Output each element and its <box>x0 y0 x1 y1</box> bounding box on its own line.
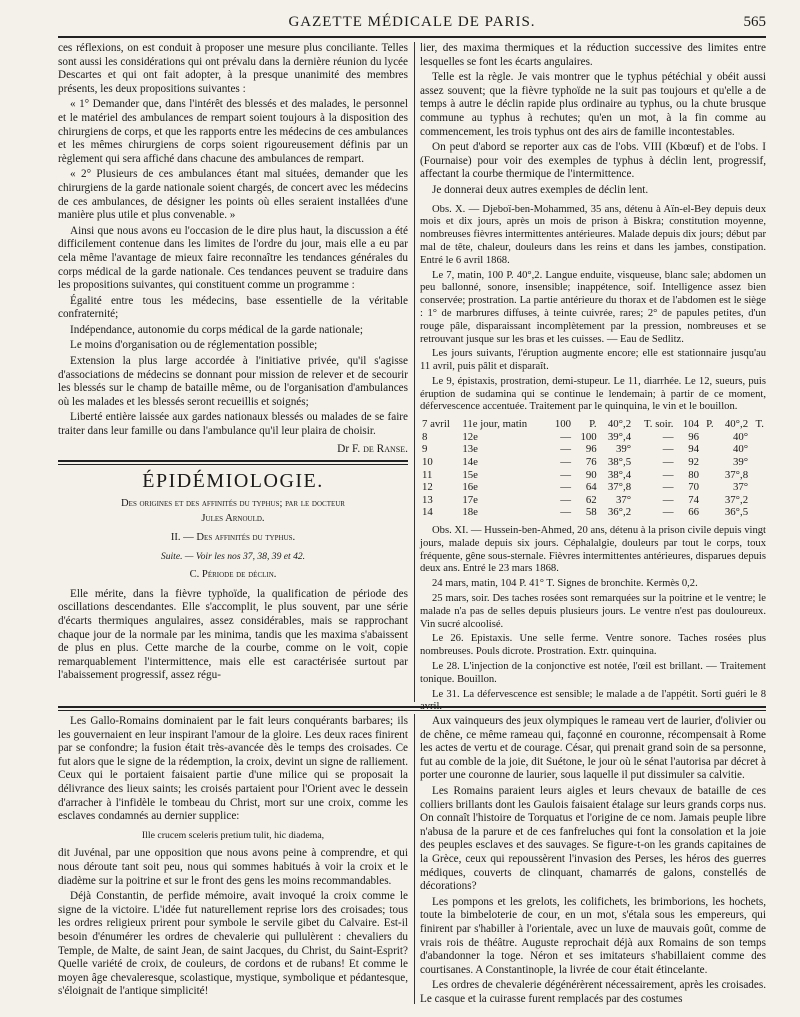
paragraph: Déjà Constantin, de perfide mémoire, avait invoqué la croix comme le signe de la victoire. L'idée fut naturellement reprise lors des croisades; tous les ordres religieux prirent pour symbole le servile gibet du Calvaire. Est-il besoin d'énumérer les ordres de chevalerie qui pullulèrent : chevaliers du Temple, de Malte, de saint Jean, de saint Jacques, du Christ, du Saint-Esprit? Quelle variété de croix, de couleurs, de cordons et de rubans! Et comme le moyen âge chevaleresque, scolastique, mystique, symbolique et pédantesque, s'éloignait de l'antique simplicité! <box>58 890 408 998</box>
table-cell: — <box>662 481 674 494</box>
paragraph: Obs. XI. — Hussein-ben-Ahmed, 20 ans, détenu à la prison civile depuis vingt jours, malade depuis six jours. Céphalalgie, douleurs par tout le corps, toux fréquente, gêne sous-sternale. Fièvres intermittentes antérieures, disparues depuis deux ans. Entré le 23 mars 1868. <box>420 525 766 575</box>
table-row <box>420 494 766 507</box>
article-author: Jules Arnould. <box>201 513 265 525</box>
table-row <box>420 506 766 519</box>
table-cell: 40°,2 <box>724 418 749 431</box>
table-cell: 40° <box>732 443 749 456</box>
table-cell: — <box>560 456 572 469</box>
paragraph: Les Gallo-Romains dominaient par le fait leurs conquérants barbares; ils les gouvernaient en leur inspirant l'amour de la gloire. Les deux races finirent par se confondre; la fusion était très-avancée dès le temps des croisades. Ce fut alors que le signe de la rédemption, la croix, devint un signe de ralliement. Ceux qui le portaient faisaient partie d'une milice qui se proposait la délivrance des lieux saints; les croisés partaient pour l'Orient avec le dessein d'arracher à l'infidèle le tombeau du Christ, mort sur une croix, comme les esclaves condamnés au dernier supplice: <box>58 715 408 823</box>
table-cell: 94 <box>688 443 700 456</box>
paragraph: dit Juvénal, par une opposition que nous avons peine à comprendre, et qui nous déroute tant soit peu, nous qui sommes habitués à voir la croix et le diadème sur la poitrine et sur le front des gens les moins recommandables. <box>58 847 408 887</box>
table-cell: 37°,8 <box>607 481 632 494</box>
table-cell <box>701 481 716 494</box>
table-cell: 96 <box>585 443 597 456</box>
table-cell <box>750 506 766 519</box>
table-cell: 37°,8 <box>724 468 749 481</box>
column-left-top <box>58 42 408 685</box>
table-cell: 38°,5 <box>607 456 632 469</box>
table-cell: 39° <box>732 456 749 469</box>
paragraph: 24 mars, matin, 104 P. 41° T. Signes de bronchite. Kermès 0,2. <box>432 578 698 590</box>
signature <box>58 443 408 457</box>
table-row <box>420 418 766 431</box>
table-row <box>420 443 766 456</box>
table-cell <box>701 494 716 507</box>
table-cell <box>750 431 766 444</box>
paragraph: Telle est la règle. Je vais montrer que le typhus pétéchial y obéit aussi assez souvent; que la fièvre typhoïde ne la suit pas toujours et qu'elle a de temps à autre le déclin rapide plus ordinaire au typhus, ou la chute brusque commune au typhus à rechutes; qu'en un mot, à la fin comme au commencement, les trois typhus ont des airs de famille incontestables. <box>420 71 766 138</box>
table-cell: — <box>662 493 674 506</box>
table-cell <box>701 469 716 482</box>
table-cell: 62 <box>585 493 597 506</box>
table-cell: 17e <box>462 493 478 506</box>
signature-name: de Ranse. <box>363 442 408 455</box>
sub-heading: C. Période de déclin. <box>189 569 277 581</box>
table-cell: 15e <box>462 468 478 481</box>
table-cell: 37° <box>615 493 632 506</box>
table-cell: — <box>560 443 572 456</box>
paragraph: Les jours suivants, l'éruption augmente encore; elle est stationnaire jusqu'au 11 avril, puis pâlit et disparaît. <box>420 348 766 373</box>
table-cell: T. soir. <box>644 418 674 431</box>
paragraph: 25 mars, soir. Des taches rosées sont remarquées sur la poitrine et le ventre; le malade n'a pas de selles depuis plusieurs jours. Le ventre n'est pas douloureux. Vin sucré alcoolisé. <box>420 593 766 630</box>
column-right-bottom <box>420 715 766 1008</box>
table-cell: — <box>560 468 572 481</box>
table-cell: 18e <box>462 506 478 519</box>
observation-x <box>420 204 766 715</box>
temperature-table <box>420 418 766 519</box>
table-cell: 12e <box>462 430 478 443</box>
table-cell: — <box>560 493 572 506</box>
journal-title: GAZETTE MÉDICALE DE PARIS. <box>288 14 536 30</box>
table-cell: 96 <box>688 430 700 443</box>
paragraph: Indépendance, autonomie du corps médical de la garde nationale; <box>70 323 363 336</box>
table-cell: T. <box>755 418 764 431</box>
table-cell: 36°,5 <box>724 506 749 519</box>
table-cell: 9 <box>422 443 428 456</box>
table-row <box>420 456 766 469</box>
article-title: Des origines et des affinités du typhus; par le docteur <box>121 497 345 509</box>
column-right-top <box>420 42 766 716</box>
table-cell: 13 <box>422 493 433 506</box>
paragraph: Égalité entre tous les médecins, base essentielle de la véritable confraternité; <box>58 294 408 321</box>
page-number: 565 <box>743 14 766 30</box>
paragraph: Ainsi que nous avons eu l'occasion de le dire plus haut, la discussion a été difficilement contenue dans les limites de l'ordre du jour, mais elle a eu par cela même l'avantage de mieux faire reconnaître les tendances générales du corps médical de la garde nationale. Ces tendances peuvent se traduire dans les propositions suivantes, qui constituent comme un programme : <box>58 224 408 292</box>
suite-note: Suite. — Voir les nos 37, 38, 39 et 42. <box>160 550 306 562</box>
table-cell: 13e <box>462 443 478 456</box>
paragraph: Le 7, matin, 100 P. 40°,2. Langue enduite, visqueuse, blanc sale; abdomen un peu ballonné, sonore, insensible; inappétence, soif. Intelligence assez bien conservée; prostration. La partie antérieure du thorax et de l'abdomen est le siège : 1° de marbrures diffuses, à teinte cuivrée, rares; 2° de papules petites, d'un rouge pâle, disparaissant incomplètement par la pression, nombreuses et se retrouvant jusque sur les bras et les cuisses. — Eau de Sedlitz. <box>420 269 766 345</box>
table-cell <box>750 494 766 507</box>
table-cell <box>750 443 766 456</box>
latin-quote: Ille crucem sceleris pretium tulit, hic diadema, <box>141 829 325 841</box>
paragraph: Les pompons et les grelots, les colifichets, les brimborions, les hochets, toute la bimbeloterie de cour, en un mot, s'étala sous les empereurs, qui finirent par s'habiller à l'orientale, avec un luxe de mauvais goût, comme de vrais rois de théâtre. Auguste reprochait déjà aux Romains de son temps d'abandonner la toge. Néron et ses imitateurs s'habillaient comme des courtisanes. A Constantinople, la livrée de cour était étincelante. <box>420 895 766 976</box>
table-cell: 74 <box>688 493 700 506</box>
table-row <box>420 431 766 444</box>
table-cell: 40° <box>732 430 749 443</box>
paragraph: Le moins d'organisation ou de réglementation possible; <box>70 339 318 352</box>
table-cell <box>750 469 766 482</box>
table-cell: 76 <box>585 456 597 469</box>
table-cell <box>701 431 716 444</box>
part-heading: II. — Des affinités du typhus. <box>170 532 296 543</box>
paragraph: Le 31. La défervescence est sensible; le malade a de l'appétit. Sorti guéri le 8 avril. <box>420 688 766 713</box>
table-cell: 38°,4 <box>607 468 632 481</box>
table-cell: 16e <box>462 481 478 494</box>
table-cell: — <box>662 443 674 456</box>
table-cell: 70 <box>688 481 700 494</box>
paragraph: lier, des maxima thermiques et la réduction successive des limites entre lesquelles se font les écarts angulaires. <box>420 42 766 68</box>
paragraph: Le 9, épistaxis, prostration, demi-stupeur. Le 11, diarrhée. Le 12, sueurs, puis éruption de sudamina qui se continue le lendemain; à partir de ce moment, défervescence accentuée. Traitement par le quinquina, le vin et le bouillon. <box>420 375 766 413</box>
table-cell: 92 <box>688 456 700 469</box>
paragraph: Le 26. Epistaxis. Une selle ferme. Ventre sonore. Taches rosées plus nombreuses. Pouls dicrote. Prostration. Extr. quinquina. <box>420 633 766 658</box>
table-cell: — <box>662 468 674 481</box>
table-cell: 64 <box>585 481 597 494</box>
paragraph: Je donnerai deux autres exemples de déclin lent. <box>432 183 649 196</box>
table-cell: — <box>662 506 674 519</box>
table-cell: 14e <box>462 456 478 469</box>
column-left-bottom <box>58 715 408 1001</box>
table-cell: 39°,4 <box>607 430 632 443</box>
paragraph: Aux vainqueurs des jeux olympiques le rameau vert de laurier, d'olivier ou de chêne, ce même rameau qui, façonné en couronne, récompensait à Rome les actes de vertu et de courage. César, qui prenait grand soin de sa personne, fut au comble de la joie, dit Suétone, le jour où le sénat l'autorisa par décret à porter une couronne de laurier, sous laquelle il put dissimuler sa calvitie. <box>420 715 766 782</box>
table-cell <box>701 456 716 469</box>
table-cell: 58 <box>585 506 597 519</box>
table-cell: — <box>560 506 572 519</box>
table-cell: 100 <box>580 430 597 443</box>
table-cell: 90 <box>585 468 597 481</box>
table-cell <box>750 456 766 469</box>
paragraph: Extension la plus large accordée à l'initiative privée, qu'il s'agisse d'associations de médecins se donnant pour mission de relever et de secourir les blessés sur le champ de bataille même, ou de l'organisation d'ambulances où les malades et les blessés seront recueillis et soignés; <box>58 355 408 408</box>
table-cell <box>750 481 766 494</box>
signature-prefix: Dr F. <box>337 442 361 455</box>
table-cell <box>701 443 716 456</box>
paragraph: Elle mérite, dans la fièvre typhoïde, la qualification de période des oscillations descendantes. Elle s'accomplit, le plus souvent, par une série d'écarts thermiques angulaires, assez considérables, mais se rapprochant chaque jour de la normale par les minima, tandis que les maxima s'abaissent de plus en plus. Cette marche de la courbe, comme on le voit, copie remarquablement l'intermittence, mais elle est caractérisée surtout par l'abaissement progressif, assez régu- <box>58 587 408 682</box>
table-cell: 39° <box>615 443 632 456</box>
section-rule <box>58 460 408 465</box>
table-cell: 100 <box>554 418 572 431</box>
table-cell: — <box>560 430 572 443</box>
column-rule-top <box>414 42 415 702</box>
table-cell: 12 <box>422 481 433 494</box>
paragraph: ces réflexions, on est conduit à proposer une mesure plus conciliante. Telles sont aussi les considérations qui ont prévalu dans la dernière réunion du lycée Descartes et qui ont fait adopter, à la presque unanimité des membres présents, les deux propositions suivantes : <box>58 42 408 95</box>
table-cell: P. <box>706 418 714 431</box>
table-cell: 7 avril <box>422 418 450 431</box>
table-cell: 11 <box>422 468 433 481</box>
table-cell: 37° <box>732 481 749 494</box>
table-cell: — <box>662 456 674 469</box>
paragraph: Les ordres de chevalerie dégénérèrent nécessairement, après les croisades. Le casque et la cuirasse furent remplacés par des costumes <box>420 979 766 1005</box>
column-rule-bottom <box>414 714 415 1004</box>
table-row <box>420 481 766 494</box>
paragraph: On peut d'abord se reporter aux cas de l'obs. VIII (Kbœuf) et de l'obs. I (Fournaise) pour voir des exemples de typhus à déclin lent, progressif, affectant la courbe thermique de l'intermittence. <box>420 141 766 181</box>
paragraph: Les Romains paraient leurs aigles et leurs chevaux de bataille de ces colliers brillants dont les Gaulois faisaient étalage sur leurs grands corps nus. On connaît l'histoire de Torquatus et l'origine de ce nom. Jamais peuple libre n'abusa de la parure et de ces fanfreluches qui font la consolation et la joie des peuples esclaves et des sauvages. Se figure-t-on les grands capitaines de la Grèce, ceux qui repoussèrent l'invasion des Perses, les héros des guerres médiques, couverts de clinquant, chamarrés de galons, constellés de décorations? <box>420 784 766 893</box>
table-cell: — <box>662 430 674 443</box>
table-cell <box>701 506 716 519</box>
paragraph: Obs. X. — Djeboï-ben-Mohammed, 35 ans, détenu à Aïn-el-Bey depuis deux mois et dix jours, après un mois de prison à Biskra; constitution moyenne, nombreuses fièvres intermittentes antérieures. Malade depuis dix jours; début par mal de tête, chaleur, douleurs dans les reins et dans les jambes, constipation. Entré le 6 avril 1868. <box>420 203 766 266</box>
table-cell: 37°,2 <box>724 493 749 506</box>
table-cell: — <box>560 481 572 494</box>
table-cell: P. <box>589 418 597 431</box>
table-row <box>420 469 766 482</box>
table-cell: 10 <box>422 456 433 469</box>
paragraph: « 2° Plusieurs de ces ambulances étant mal situées, demander que les chirurgiens de la garde nationale soient chargés, de concert avec les médecins de ces ambulances, de désigner les points où elles seraient installées d'une manière plus utile et plus convenable. » <box>58 168 408 222</box>
table-cell: 80 <box>688 468 700 481</box>
table-cell: 8 <box>422 430 428 443</box>
table-cell: 104 <box>682 418 700 431</box>
table-cell: 66 <box>688 506 700 519</box>
page-header <box>58 14 766 38</box>
paragraph: Le 28. L'injection de la conjonctive est notée, l'œil est brillant. — Traitement tonique. Bouillon. <box>420 661 766 685</box>
paragraph: Liberté entière laissée aux gardes nationaux blessés ou malades de se faire traiter dans leur famille ou dans l'ambulance qu'il leur plaira de choisir. <box>58 411 408 438</box>
paragraph: « 1° Demander que, dans l'intérêt des blessés et des malades, le personnel et le matériel des ambulances de rempart soient toujours à la disposition des chirurgiens de corps, et que les rapports entre les médecins de ces ambulances et les mêmes chirurgiens de corps soient rigoureusement définis par un règlement qui sera affiché dans chacune des ambulances de rempart. <box>58 98 408 165</box>
table-cell: 11e jour, matin <box>462 418 528 431</box>
table-cell: 14 <box>422 506 433 519</box>
section-title: ÉPIDÉMIOLOGIE. <box>142 470 324 493</box>
table-cell: 40°,2 <box>607 418 632 431</box>
table-cell: 36°,2 <box>607 506 632 519</box>
